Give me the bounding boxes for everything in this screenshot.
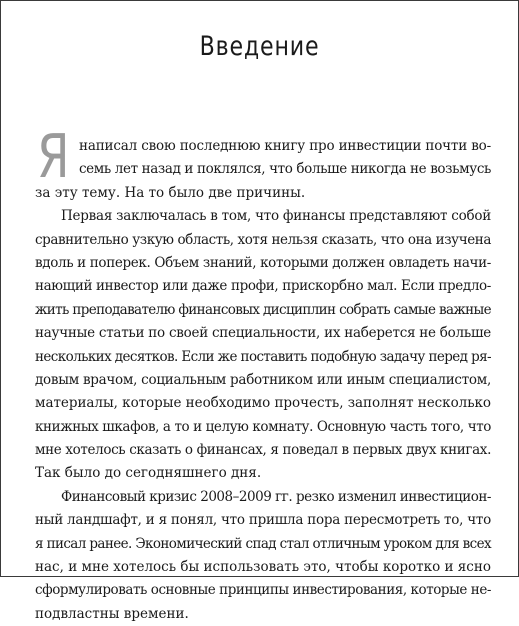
text-line: нающий инвестор или даже профи, прискорбно мал. Если предло- <box>35 278 491 295</box>
text-line: подвластны времени. <box>35 605 189 622</box>
paragraph <box>35 205 491 486</box>
text-line: книжных шкафов, а то и целую комнату. Основную часть того, что <box>35 418 491 435</box>
text-line: написал свою последнюю книгу про инвестиции почти во- <box>79 138 491 154</box>
text-line: Первая заключалась в том, что финансы представляют собой <box>61 208 491 225</box>
text-line: нескольких десятков. Если же поставить подобную задачу перед ря- <box>35 348 491 365</box>
paragraph <box>35 135 491 205</box>
text-line: нас, и мне хотелось бы использовать это, чтобы коротко и ясно <box>35 559 491 576</box>
body-text <box>35 135 491 626</box>
text-line: сформулировать основные принципы инвестирования, которые не- <box>35 582 491 599</box>
paragraph <box>35 486 491 626</box>
text-line: жить преподавателю финансовых дисциплин собрать самые важные <box>35 301 491 318</box>
text-line: Так было до сегодняшнего дня. <box>35 465 262 482</box>
text-line: довым врачом, социальным работником или иным специалистом, <box>35 371 491 388</box>
text-line: мне хотелось сказать о финансах, я поведал в первых двух книгах. <box>35 442 491 459</box>
text-line: я писал ранее. Экономический спад стал отличным уроком для всех <box>35 535 491 552</box>
text-line: ный ландшафт, и я понял, что пришла пора пересмотреть то, что <box>35 512 491 529</box>
text-line: семь лет назад и поклялся, что больше никогда не возьмусь <box>79 161 491 178</box>
text-line: за эту тему. На то было две причины. <box>35 184 306 201</box>
text-line: сравнительно узкую область, хотя нельзя сказать, что она изучена <box>35 231 491 248</box>
drop-cap-letter: Я <box>37 122 70 192</box>
text-line: Финансовый кризис 2008–2009 гг. резко изменил инвестицион- <box>61 488 491 505</box>
text-line: вдоль и поперек. Объем знаний, которыми должен овладеть начи- <box>35 254 491 271</box>
text-line: научные статьи по своей специальности, их наберется не больше <box>35 325 491 342</box>
text-line: материалы, которые необходимо прочесть, заполнят несколько <box>35 395 491 412</box>
chapter-title: Введение <box>199 31 320 62</box>
